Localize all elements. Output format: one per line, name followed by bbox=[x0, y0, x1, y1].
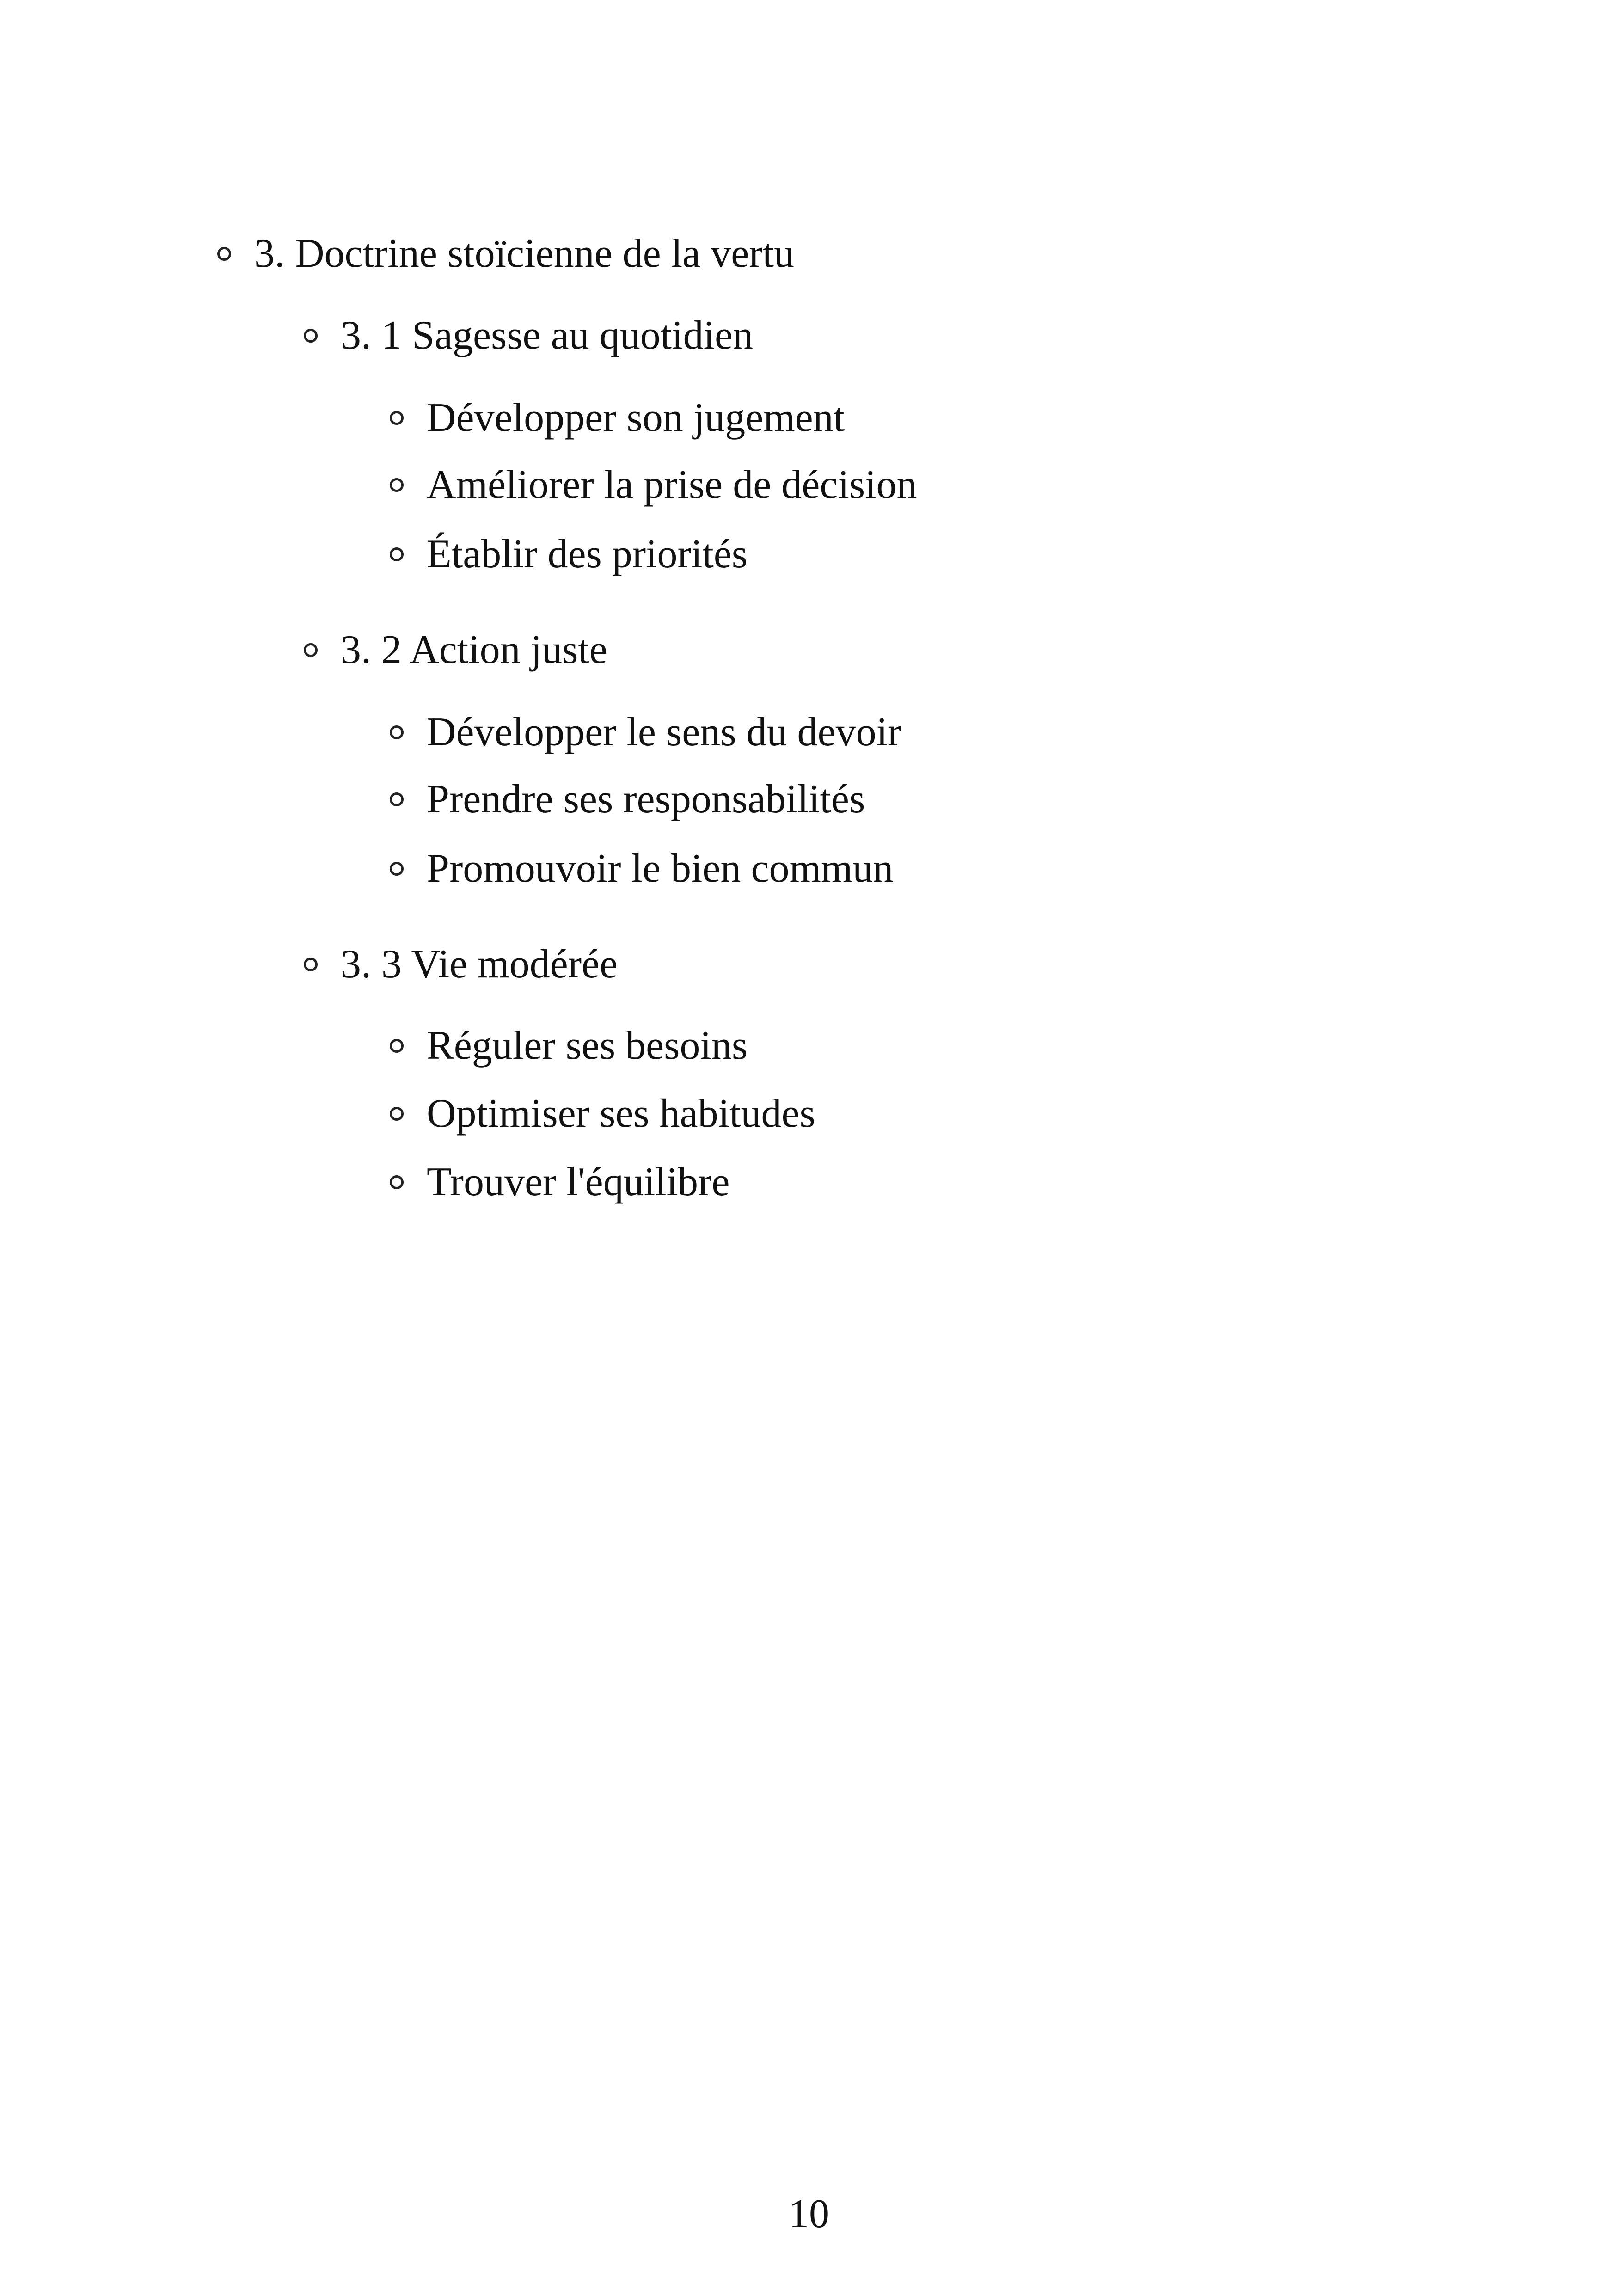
list-item bbox=[390, 1025, 748, 1066]
list-item bbox=[390, 712, 901, 753]
subsection-heading bbox=[304, 944, 618, 985]
list-item-label: Optimiser ses habitudes bbox=[427, 1091, 815, 1136]
list-item-label: Prendre ses responsabilités bbox=[427, 777, 865, 822]
section-label: 3. Doctrine stoïcienne de la vertu bbox=[254, 231, 795, 276]
hollow-circle-bullet-icon bbox=[390, 1107, 404, 1121]
list-item bbox=[390, 534, 748, 575]
hollow-circle-bullet-icon bbox=[390, 725, 404, 739]
list-item-label: Développer son jugement bbox=[427, 395, 845, 440]
list-item bbox=[390, 1162, 729, 1203]
list-item-label: Améliorer la prise de décision bbox=[427, 462, 917, 507]
list-item-label: Établir des priorités bbox=[427, 532, 748, 577]
list-item-label: Trouver l'équilibre bbox=[427, 1160, 730, 1204]
hollow-circle-bullet-icon bbox=[390, 411, 404, 425]
list-item bbox=[390, 779, 865, 820]
list-item bbox=[390, 395, 845, 440]
hollow-circle-bullet-icon bbox=[390, 478, 404, 492]
section-heading bbox=[217, 233, 794, 274]
hollow-circle-bullet-icon bbox=[390, 1175, 404, 1189]
list-item-label: Réguler ses besoins bbox=[427, 1023, 748, 1068]
subsection-heading bbox=[304, 315, 753, 356]
subsection-label: 3. 2 Action juste bbox=[341, 627, 607, 672]
list-item-label: Promouvoir le bien commun bbox=[427, 846, 894, 891]
hollow-circle-bullet-icon bbox=[304, 643, 318, 657]
list-item bbox=[390, 462, 917, 507]
list-item bbox=[390, 848, 893, 889]
hollow-circle-bullet-icon bbox=[217, 247, 231, 261]
hollow-circle-bullet-icon bbox=[304, 958, 318, 971]
subsection-heading bbox=[304, 627, 607, 672]
hollow-circle-bullet-icon bbox=[390, 1039, 404, 1053]
hollow-circle-bullet-icon bbox=[304, 329, 318, 343]
list-item bbox=[390, 1093, 815, 1134]
hollow-circle-bullet-icon bbox=[390, 862, 404, 876]
hollow-circle-bullet-icon bbox=[390, 547, 404, 561]
list-item-label: Développer le sens du devoir bbox=[427, 710, 901, 755]
subsection-label: 3. 1 Sagesse au quotidien bbox=[341, 313, 754, 358]
subsection-label: 3. 3 Vie modérée bbox=[341, 942, 618, 987]
hollow-circle-bullet-icon bbox=[390, 792, 404, 806]
page-number: 10 bbox=[789, 2192, 829, 2236]
